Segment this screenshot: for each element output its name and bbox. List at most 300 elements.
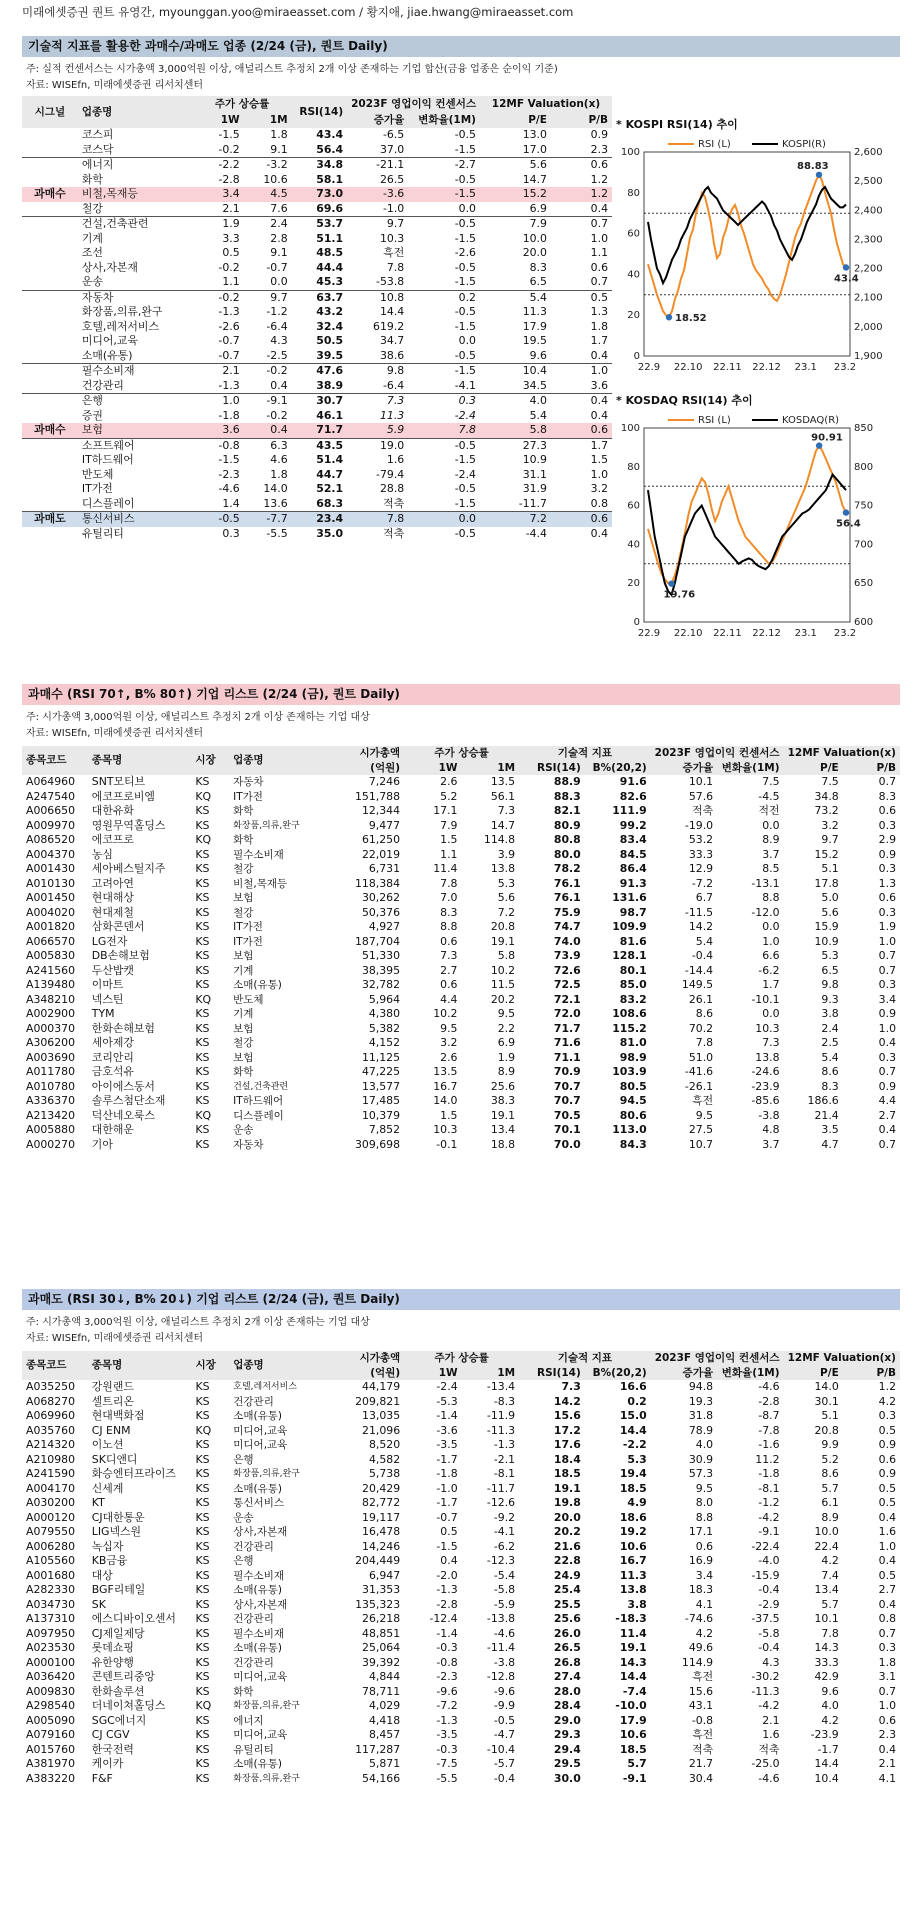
name-cell: 솔루스첨단소재 [91,1094,166,1107]
sector-cell: 상사,자본재 [233,1598,288,1611]
value-cell: 17.6 [553,1438,581,1451]
signal-cell [22,409,78,424]
value-cell: 48,851 [362,1626,401,1640]
value-cell: 78.9 [688,1423,714,1437]
value-cell: 50,376 [361,905,401,919]
value-cell: 11.3 [522,305,547,318]
annotation-label: 18.52 [675,313,707,325]
name-cell: 더네이쳐홀딩스 [91,1699,166,1712]
code-cell: A010780 [26,1079,76,1093]
value-cell: -1.5 [454,453,476,466]
value-cell: 3.3 [222,231,240,245]
value-cell: 8,520 [368,1438,401,1451]
value-cell: 51,330 [361,949,401,962]
sector-name-cell: 유틸리티 [81,526,124,540]
value-cell: 1.2 [590,172,608,186]
y-left-tick: 100 [620,423,640,434]
value-cell: 149.5 [681,978,714,991]
value-cell: -11.5 [684,905,714,919]
value-cell: -1.2 [266,305,288,318]
market-cell: KS [195,1438,210,1451]
value-cell: 18.5 [553,1467,581,1480]
value-cell: 51.0 [688,1050,714,1064]
col-m1: 1M [461,761,519,776]
value-cell: -0.7 [436,1510,458,1524]
value-cell: 37.0 [379,142,405,156]
value-cell: 25.6 [490,1079,516,1093]
value-cell: 20,429 [362,1481,401,1495]
value-cell: 0.9 [878,1467,896,1480]
value-cell: 34.8 [814,789,839,803]
value-cell: -1.7 [436,1496,458,1509]
code-cell: A247540 [26,789,76,803]
value-cell: -0.5 [454,260,476,274]
value-cell: 86.4 [619,862,647,875]
value-cell: 21.4 [814,1108,839,1122]
value-cell: 3.6 [192,423,243,438]
value-cell: 10.3 [433,1123,458,1136]
value-cell: 0.0 [270,275,288,288]
value-cell: 1.6 [762,1728,780,1741]
value-cell: -1.6 [758,1438,780,1451]
y-right-tick: 2,000 [854,321,883,333]
value-cell: 1.3 [878,876,896,890]
code-cell: A381970 [26,1757,76,1770]
market-cell: KS [195,775,210,788]
signal-cell [22,305,78,320]
col-tech: 기술적 지표 [519,746,651,761]
value-cell: 4.4 [878,1094,896,1107]
col-chg: 변화율(1M) [717,1366,783,1381]
value-cell: -9.6 [436,1684,458,1698]
value-cell: 9.9 [821,1438,839,1451]
value-cell: 39,392 [362,1655,401,1669]
section3-source: 자료: WISEfn, 미래에셋증권 리서치센터 [26,1333,204,1344]
value-cell: -41.6 [684,1065,714,1078]
value-cell: 22,019 [361,847,401,861]
value-cell: 3.5 [821,1123,839,1136]
col-op: 2023F 영업이익 컨센서스 [651,1351,784,1366]
value-cell: 0.3 [878,862,896,875]
signal-cell [22,275,78,290]
value-cell: -1.5 [454,275,476,288]
value-cell: 5.4 [480,290,551,305]
col-mcap: 시가총액 [333,1351,405,1366]
value-cell: -14.4 [684,963,714,977]
value-cell: 54,166 [362,1771,401,1785]
value-cell: 0.9 [878,1079,896,1093]
sector-name-cell: 은행 [78,394,193,409]
name-cell: F&F [91,1771,113,1785]
sector-name-cell: 운송 [81,275,103,288]
value-cell: 13.8 [755,1050,780,1064]
value-cell: 30.4 [688,1771,714,1785]
value-cell: 7.3 [762,1036,780,1049]
code-cell: A383220 [26,1771,76,1785]
code-cell: A348210 [26,992,76,1006]
value-cell: 27.4 [553,1670,581,1683]
market-cell: KS [195,1123,210,1136]
value-cell: 21.7 [688,1757,714,1770]
value-cell: 81.0 [619,1036,647,1049]
col-market: 시장 [191,746,229,775]
stock-row [22,1424,900,1439]
stock-row [22,790,900,805]
stock-row [22,1685,900,1700]
market-cell: KS [195,1079,210,1093]
col-val: 12MF Valuation(x) [784,746,900,761]
name-cell: CJ대한통운 [91,1510,145,1524]
code-cell: A097950 [26,1626,76,1640]
value-cell: -21.1 [347,158,408,173]
value-cell: 14.7 [522,172,547,186]
name-cell: TYM [91,1007,115,1020]
value-cell: 131.6 [612,891,647,904]
value-cell: 8.6 [821,1467,839,1480]
market-cell: KQ [195,789,212,803]
name-cell: 두산밥캣 [91,963,134,977]
value-cell: 103.9 [612,1065,647,1078]
value-cell: 1.1 [440,847,458,861]
value-cell: 68.3 [316,496,344,510]
sector-row [22,482,612,497]
sector-cell: 화학 [233,834,254,846]
value-cell: 8.3 [821,1079,839,1093]
value-cell: 19.5 [522,334,547,347]
value-cell: -0.4 [691,949,714,962]
value-cell: 15.9 [814,920,839,933]
index-line [648,187,846,283]
value-cell: 4.2 [878,1394,896,1408]
value-cell: -2.8 [218,172,240,186]
value-cell: 0.4 [878,1123,896,1136]
stock-row [22,1022,900,1037]
col-bp: B%(20,2) [585,1366,651,1381]
value-cell: 32.4 [316,319,344,333]
value-cell: 11.4 [619,1626,647,1640]
value-cell: -11.3 [751,1684,780,1698]
value-cell: 3.7 [762,1137,780,1151]
value-cell: -2.7 [408,158,480,173]
sector-name-cell: 화학 [81,172,103,186]
value-cell: 5.4 [695,934,714,948]
sector-cell: 필수소비재 [233,848,284,861]
value-cell: -1.5 [454,319,476,333]
name-cell: SGC에너지 [91,1713,147,1727]
value-cell: 3.9 [497,847,516,861]
value-cell: -2.0 [436,1568,458,1582]
stock-row [22,1467,900,1482]
value-cell: -1.5 [408,364,480,379]
code-cell: A213420 [26,1108,76,1122]
value-cell: 19,117 [362,1510,401,1524]
overbought-table [22,746,900,1152]
value-cell: 0.6 [590,260,608,274]
value-cell: 1.8 [590,319,608,333]
annotation-marker [843,264,849,270]
value-cell: 1.9 [878,920,896,933]
value-cell: 135,323 [355,1597,401,1611]
value-cell: 4,029 [368,1699,401,1712]
value-cell: 83.2 [619,992,647,1006]
value-cell: 10.2 [433,1007,458,1020]
value-cell: 9.7 [347,217,408,232]
code-cell: A005880 [26,1123,76,1136]
name-cell: 대한해운 [91,1123,134,1136]
col-pb: P/B [843,761,900,776]
col-w1: 1W [404,1366,461,1381]
value-cell: 20.8 [490,920,516,933]
value-cell: 5.3 [497,876,516,890]
y-right-tick: 800 [854,461,874,473]
value-cell: 10.1 [688,775,714,788]
value-cell: 72.0 [553,1007,581,1020]
value-cell: 26,218 [362,1612,401,1625]
value-cell: 3.4 [878,992,896,1006]
value-cell: 7,246 [368,775,401,788]
signal-cell [22,320,78,335]
value-cell: -4.6 [493,1626,516,1640]
sector-cell: 화장품,의류,완구 [233,1773,300,1784]
legend-index: KOSPI(R) [782,139,826,150]
value-cell: 98.9 [619,1050,647,1064]
value-cell: 3.7 [762,847,780,861]
value-cell: 1.2 [878,1380,896,1393]
y-right-tick: 2,200 [854,263,883,275]
y-left-tick: 40 [627,269,640,281]
value-cell: 흑전 [692,1670,714,1683]
value-cell: 6.7 [695,891,714,904]
kospi-rsi-chart [612,116,912,378]
value-cell: 14.0 [814,1380,839,1393]
value-cell: 1.6 [386,453,405,466]
section3-title: 과매도 (RSI 30↓, B% 20↓) 기업 리스트 (2/24 (금), 퀀트 Daily) [22,1289,900,1310]
signal-cell [22,158,78,173]
value-cell: 3.2 [821,818,839,832]
value-cell: 118,384 [355,876,401,890]
market-cell: KS [195,1742,210,1756]
value-cell: 0.0 [762,920,780,933]
stock-row [22,1656,900,1671]
sector-cell: 소매(유통) [233,979,282,991]
value-cell: 46.1 [316,408,344,422]
signal-cell [22,334,78,349]
stock-row [22,1380,900,1395]
value-cell: 9.8 [347,364,408,379]
value-cell: 8.9 [821,1510,839,1524]
value-cell: 19.1 [490,1108,516,1122]
y-left-tick: 80 [627,461,640,473]
stock-row [22,1772,900,1787]
x-tick: 23.1 [794,628,817,639]
signal-cell [22,497,78,512]
value-cell: 흑전 [383,246,405,259]
signal-cell [22,364,78,379]
value-cell: 19.2 [619,1525,647,1538]
name-cell: 강원랜드 [91,1380,134,1393]
stock-row [22,1496,900,1511]
value-cell: -1.7 [436,1452,458,1466]
value-cell: -1.3 [218,378,240,392]
sector-name-cell: 코스닥 [81,142,114,156]
sector-row [22,438,612,453]
value-cell: 5.4 [821,1050,839,1064]
sector-cell: 미디어,교육 [233,1439,288,1451]
name-cell: 에코프로 [91,833,134,846]
value-cell: 71.7 [553,1021,581,1035]
value-cell: 12.9 [688,862,714,875]
value-cell: 4.2 [695,1626,714,1640]
market-cell: KS [195,1771,210,1785]
value-cell: 56.1 [490,789,516,803]
value-cell: 21,096 [362,1423,401,1437]
value-cell: 7.8 [347,512,408,527]
market-cell: KS [195,1481,210,1495]
col-market: 시장 [192,1351,230,1380]
value-cell: 4.8 [762,1123,780,1136]
name-cell: 코리안리 [91,1050,134,1064]
value-cell: 114.8 [483,833,516,846]
sector-name-cell: 호텔,레저서비스 [81,319,159,333]
value-cell: 적전 [758,804,780,817]
value-cell: 4,844 [368,1670,401,1683]
name-cell: CJ ENM [91,1423,131,1437]
value-cell: 5.4 [529,408,547,422]
col-name: 종목명 [88,746,192,775]
value-cell: 5.9 [347,423,408,438]
market-cell: KS [195,1409,210,1422]
value-cell: 1.5 [440,1108,458,1122]
value-cell: 88.9 [553,775,581,788]
market-cell: KS [195,1728,210,1741]
value-cell: 8.6 [821,1065,839,1078]
value-cell: -1.0 [436,1481,458,1495]
value-cell: 17.9 [522,319,547,333]
code-cell: A036420 [26,1670,76,1683]
value-cell: -0.5 [454,348,476,362]
market-cell: KS [195,920,210,933]
value-cell: 10.3 [379,231,405,245]
value-cell: 43.1 [688,1699,714,1712]
value-cell: 7.8 [386,260,405,274]
value-cell: -1.3 [436,1583,458,1596]
value-cell: 16.9 [688,1554,714,1567]
value-cell: 0.0 [458,201,476,215]
value-cell: 10.7 [688,1137,714,1151]
value-cell: 9.5 [695,1481,714,1495]
value-cell: 111.9 [612,804,647,817]
value-cell: 39.5 [316,348,344,362]
value-cell: 7.5 [821,775,839,788]
name-cell: 에코프로비엠 [91,789,155,803]
y-right-tick: 2,100 [854,292,883,304]
value-cell: 56.4 [316,142,344,156]
col-price: 주가 상승률 [404,1351,519,1366]
code-cell: A004020 [26,905,76,919]
value-cell: 0.4 [590,348,608,362]
name-cell: 유한양행 [91,1655,134,1669]
value-cell: 29.5 [553,1757,581,1770]
signal-cell: 과매도 [22,512,78,527]
value-cell: 73.9 [553,949,581,962]
stock-row [22,1743,900,1758]
value-cell: -3.8 [493,1655,516,1669]
value-cell: 30.9 [688,1452,714,1466]
market-cell: KS [195,862,210,875]
value-cell: 18.5 [619,1742,647,1756]
value-cell: 1.7 [762,978,780,991]
value-cell: 38.3 [490,1094,516,1107]
sector-cell: 호텔,레저서비스 [233,1382,297,1392]
value-cell: 151,788 [355,789,401,803]
value-cell: 2.8 [270,231,288,245]
market-cell: KS [195,1525,210,1538]
rsi-line [648,446,846,584]
value-cell: 76.1 [553,876,581,890]
name-cell: DB손해보험 [91,949,150,962]
value-cell: 20.0 [553,1510,581,1524]
code-cell: A086520 [26,833,76,846]
value-cell: 0.4 [590,526,608,540]
market-cell: KS [195,1597,210,1611]
value-cell: 8,457 [368,1728,401,1741]
value-cell: 흑전 [692,1728,714,1741]
value-cell: 6,947 [368,1568,401,1582]
value-cell: 8.8 [440,920,458,933]
value-cell: 0.3 [878,818,896,832]
value-cell: 187,704 [355,934,401,948]
value-cell: 2.1 [878,1757,896,1770]
code-cell: A000370 [26,1021,76,1035]
sector-cell: 미디어,교육 [233,1424,288,1437]
value-cell: -5.8 [493,1583,516,1596]
value-cell: 0.3 [878,1641,896,1654]
value-cell: 73.0 [292,187,348,202]
value-cell: 5.7 [821,1597,839,1611]
value-cell: 4.0 [695,1438,714,1451]
value-cell: 5,871 [368,1757,401,1770]
name-cell: CJ CGV [91,1728,130,1741]
market-cell: KS [195,934,210,948]
section2-source: 자료: WISEfn, 미래에셋증권 리서치센터 [26,728,204,739]
name-cell: LIG넥스원 [91,1525,142,1538]
market-cell: KS [195,1612,210,1625]
col-rsi: RSI(14) [519,1366,585,1381]
value-cell: -9.1 [758,1525,780,1538]
value-cell: 3.1 [878,1670,896,1683]
value-cell: 0.9 [878,1438,896,1451]
name-cell: 대상 [91,1568,113,1582]
col-w1: 1W [404,761,461,776]
value-cell: -79.4 [376,467,405,481]
value-cell: -0.4 [493,1771,516,1785]
sector-cell: 상사,자본재 [233,1526,288,1538]
col-code: 종목코드 [22,1351,88,1380]
report-header: 미래에셋증권 퀀트 유영간, myounggan.yoo@miraeasset.com / 황지애, jiae.hwang@miraeasset.com [22,5,574,19]
signal-cell [22,232,78,247]
value-cell: 91.6 [619,775,647,788]
value-cell: 7.4 [821,1568,839,1582]
value-cell: 2.2 [497,1021,516,1035]
name-cell: 삼화콘덴서 [91,920,145,933]
value-cell: 13.4 [490,1123,516,1136]
market-cell: KS [195,1094,210,1107]
value-cell: 88.3 [553,789,581,803]
sector-row [22,202,612,217]
sector-cell: IT가전 [233,790,263,803]
value-cell: -9.2 [493,1510,516,1524]
value-cell: 13,035 [362,1409,401,1422]
